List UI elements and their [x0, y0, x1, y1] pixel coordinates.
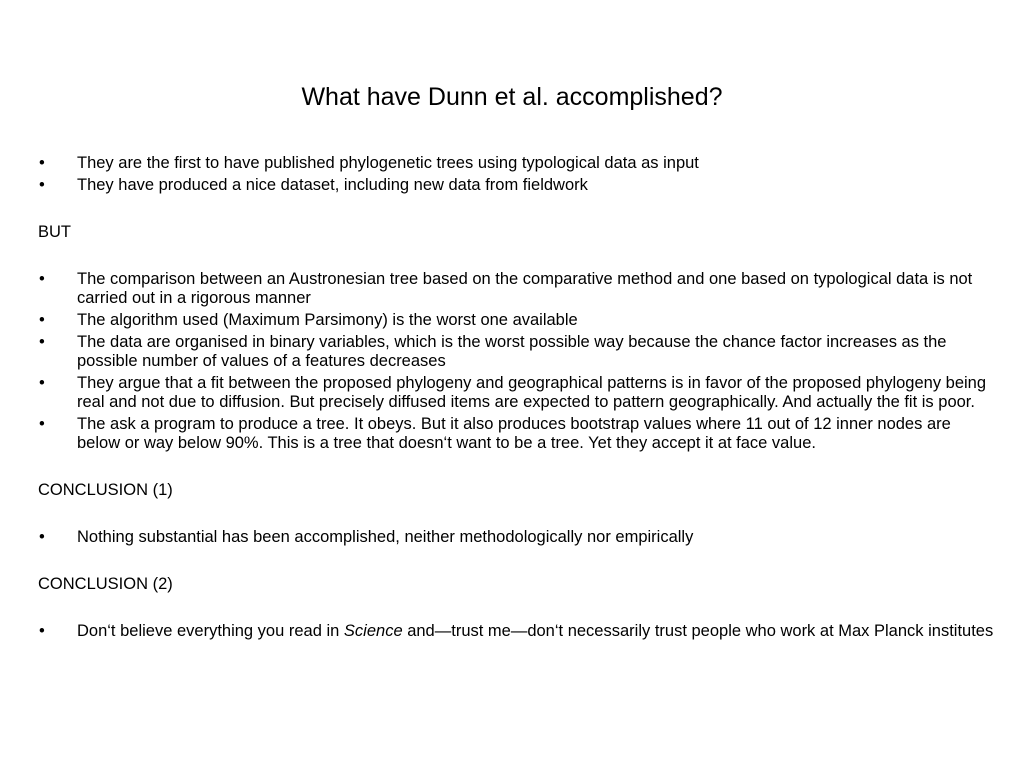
list-item-text: The comparison between an Austronesian tree based on the comparative method and one based on typological data is not carried out in a rigorous manner: [77, 270, 973, 307]
journal-name: Science: [343, 622, 403, 640]
slide-title: What have Dunn et al. accomplished?: [301, 83, 723, 111]
list-item: [38, 270, 998, 308]
conclusion-1-heading: CONCLUSION (1): [38, 481, 173, 499]
list-item: [38, 528, 998, 547]
list-item-text: The ask a program to produce a tree. It obeys. But it also produces bootstrap values where 11 out of 12 inner nodes are below or way below 90%. This is a tree that doesn‘t want to be a tree. Yet they accept it at face value.: [77, 415, 951, 452]
list-item: [38, 311, 998, 330]
bullet: •: [39, 311, 45, 329]
bullet: •: [39, 374, 45, 392]
list-item-text: The algorithm used (Maximum Parsimony) is the worst one available: [77, 311, 578, 329]
conclusion-2-heading: CONCLUSION (2): [38, 575, 173, 593]
text-segment: Don‘t believe everything you read in: [77, 622, 344, 640]
list-item-text: They have produced a nice dataset, including new data from fieldwork: [77, 176, 588, 194]
conclusion-2-list: [38, 622, 998, 641]
criticisms-list: [38, 270, 998, 453]
list-item: [38, 333, 998, 371]
list-item-text: They argue that a fit between the proposed phylogeny and geographical patterns is in favor of the proposed phylogeny being real and not due to diffusion. But precisely diffused items are expected to pattern geographically. And actually the fit is poor.: [77, 374, 987, 411]
but-heading: BUT: [38, 223, 71, 241]
bullet: •: [39, 154, 45, 172]
bullet: •: [39, 333, 45, 351]
slide-body: [38, 154, 998, 644]
bullet: •: [39, 528, 45, 546]
list-item-text: [77, 622, 993, 640]
list-item: [38, 374, 998, 412]
list-item: [38, 415, 998, 453]
list-item: [38, 154, 998, 173]
accomplishments-list: [38, 154, 998, 195]
list-item: [38, 622, 998, 641]
bullet: •: [39, 176, 45, 194]
list-item-text: They are the first to have published phylogenetic trees using typological data as input: [77, 154, 699, 172]
text-segment: and—trust me—don‘t necessarily trust people who work at Max Planck institutes: [402, 622, 994, 640]
bullet: •: [39, 270, 45, 288]
bullet: •: [39, 415, 45, 433]
bullet: •: [39, 622, 45, 640]
conclusion-1-list: [38, 528, 998, 547]
list-item-text: The data are organised in binary variables, which is the worst possible way because the chance factor increases as the possible number of values of a features decreases: [77, 333, 947, 370]
list-item: [38, 176, 998, 195]
list-item-text: Nothing substantial has been accomplished, neither methodologically nor empirically: [77, 528, 694, 546]
